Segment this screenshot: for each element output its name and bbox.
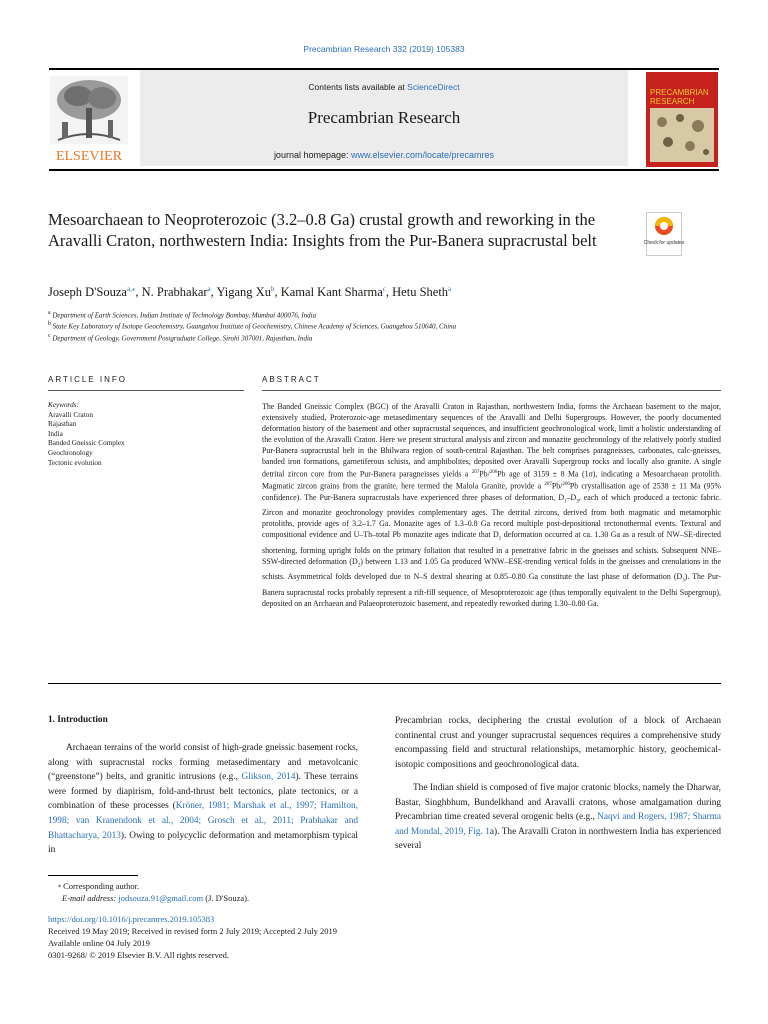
masthead-bottom-rule (49, 169, 719, 171)
section-heading-introduction: 1. Introduction (48, 715, 108, 725)
sciencedirect-link[interactable]: ScienceDirect (407, 82, 460, 92)
available-online: Available online 04 July 2019 (48, 938, 150, 948)
keyword-item: India (48, 429, 63, 438)
intro-left-paragraph: Archaean terrains of the world consist of high-grade gneissic basement rocks, along with supracrustal rocks forming metasedimentary and metavolcanic (“greenstone”) belts, and granitic intrusions (e.g., Glikson, 2014). These terrains were formed by diapirism, fold-and-thrust belt tectonics, plate tectonics, or a combination of these processes (Kröner, 1981; Marshak et al., 1997; Hamilton, 1998; van Kranendonk et al., 2004; Grosch et al., 2011; Prabhakar and Bhattacharya, 2013). Owing to polycyclic deformation and metamorphism typical in (48, 743, 359, 856)
article-info-rule (48, 390, 244, 391)
affiliation-key: a (48, 310, 51, 316)
citation-link[interactable]: Kröner, 1981; Marshak et al., 1997; Hamilton, 1998; van Kranendonk et al., 2004; Grosch et al., 2011; Prabhakar and Bhattacharya, 2013 (48, 801, 359, 841)
intro-right-paragraph: Precambrian rocks, deciphering the crustal evolution of a block of Archaean continental crust and younger supracrustal sequences requires a comprehensive study encompassing field and structural relationships, metamorphic history, geochemical-isotopic compositions and geochronological data. (395, 716, 721, 770)
author-name: Hetu Sheth (392, 285, 449, 300)
affiliation (48, 333, 312, 342)
article-info-heading: ARTICLE INFO (48, 375, 127, 384)
cover-pattern-icon (646, 72, 718, 167)
affiliation-text: Department of Geology, Government Postgraduate College, Sirohi 307001, Rajasthan, India (52, 334, 313, 343)
journal-title: Precambrian Research (307, 108, 461, 127)
keyword-item: Aravalli Craton (48, 410, 93, 419)
journal-reference[interactable]: Precambrian Research 332 (2019) 105383 (303, 44, 465, 54)
author-affiliation-mark[interactable]: c (382, 285, 386, 293)
crossmark-icon[interactable] (643, 212, 685, 256)
citation-link[interactable]: Naqvi and Rogers, 1987; Sharma and Mondal, 2019, Fig. 1 (395, 812, 721, 837)
keyword-item: Geochronology (48, 448, 93, 457)
affiliation-text: State Key Laboratory of Isotope Geochemistry, Guangzhou Institute of Geochemistry, Chinese Academy of Sciences, Guangzhou 510640, China (52, 322, 457, 331)
author-list: Joseph D'Souza$^{a,⁎}$, N. Prabhakar$^a$, Yigang Xu$^b$, Kamal Kant Sharma$^c$, Hetu Sheth$^a$ (48, 285, 452, 300)
doi-link[interactable]: https://doi.org/10.1016/j.precamres.2019.105383 (48, 914, 215, 924)
affiliation (48, 321, 456, 330)
author-affiliation-mark[interactable]: a,⁎ (126, 285, 136, 293)
author-name: Yigang Xu (216, 285, 271, 300)
article-title: Mesoarchaean to Neoproterozoic (3.2–0.8 Ga) crustal growth and reworking in the Aravalli Craton, northwestern India: Insights from the Pur-Banera supracrustal belt (48, 210, 597, 250)
intro-right-paragraph: The Indian shield is composed of five major cratonic blocks, namely the Dharwar, Bastar, Singhbhum, Bundelkhand and Aravalli cratons, whose amalgamation during Precambrian time created several orogenic belts (e.g., Naqvi and Rogers, 1987; Sharma and Mondal, 2019, Fig. 1a). The Aravalli Craton in northwestern India has experienced several (395, 783, 721, 852)
keywords-label: Keywords: (48, 401, 79, 409)
citation-link[interactable]: Glikson, 2014 (241, 772, 296, 783)
abstract-text: The Banded Gneissic Complex (BGC) of the Aravalli Craton in Rajasthan, northwestern India, forms the Archaean basement to the major, extensively studied, Proterozoic-age metasedimentary sequences of the Aravalli and Delhi Supergroups. However, the poorly documented deformation history of the basement and other supracrustal sequences, and insufficient geochronological work, limit a holistic understanding of the evolution of the Aravalli Craton. Here we present structural analysis and zircon and monazite geochronology of the relatively poorly studied Pur-Banera supracrustal belt in the Bhilwara region of south-central Rajasthan. The belt comprises paragneisses, carbonates, calc-gneisses, banded iron formations, garnetiferous schists, and amphibolites, deposited over Aravalli Supergroup rocks and locally also granite. A single detrital zircon core from the Pur-Banera paragneisses yields a $^{207}$Pb/$^{206}$Pb age of 3159 ± 8 Ma (1σ), indicating a Mesoarchaean protolith. Magmatic zircon grains from the granite, here termed the Malola Granite, provide a $^{207}$Pb/$^{206}$Pb crystallisation age of 2538 ± 11 Ma (95% confidence). The Pur-Banera supracrustals have experienced three phases of deformation, $D_1-D_3$, each of which produced a tectonic fabric. Zircon and monazite geochronology provides complementary ages. The detrital zircons, derived from both magmatic and metamorphic protoliths, provide ages of 3.2–1.7 Ga. Monazite ages of 1.3–0.8 Ga record multiple post-depositional tectonothermal events. Textural and compositional evidence and U–Th–total Pb monazite ages indicate that $D_1$ deformation occurred at ca. 1.30 Ga as a result of NW–SE-directed shortening, forming upright folds on the primary foliation that resulted in a penetrative fabric in the gneisses and schists. Subsequent NNE–SSW-directed deformation $(D_2)$ between 1.13 and 1.05 Ga produced WNW–ESE-trending vertical folds in the gneisses and crenulations in the schists. Asymmetrical folds developed due to N–S dextral shearing at 0.85–0.80 Ga constitute the last phase of deformation $(D_3)$. The Pur-Banera supracrustal rocks probably represent a rift-fill sequence, of Mesoproterozoic age (thus temporally equivalent to the Delhi Supergroup), deposited on an Archaean and Palaeoproterozoic basement, and repeatedly reworked during 1.30–0.80 Ga. (262, 402, 721, 608)
affiliation (48, 310, 316, 319)
contents-line (140, 82, 628, 92)
copyright: 0301-9268/ © 2019 Elsevier B.V. All rights reserved. (48, 950, 230, 960)
elsevier-wordmark: ELSEVIER (55, 149, 123, 164)
keyword-item: Banded Gneissic Complex (48, 439, 125, 448)
affiliation-key: b (48, 321, 51, 327)
affiliation-text: Department of Earth Sciences, Indian Institute of Technology Bombay, Mumbai 400076, India (52, 311, 317, 320)
contents-prefix: Contents lists available at (308, 82, 408, 92)
abstract-end-rule (48, 683, 721, 684)
email-line: E-mail address: jodsouza.91@gmail.com (J. D'Souza). (62, 893, 250, 903)
keywords-block (48, 401, 238, 468)
author-affiliation-mark[interactable]: b (270, 285, 275, 293)
journal-cover-image (646, 72, 718, 167)
received-dates: Received 19 May 2019; Received in revised form 2 July 2019; Accepted 2 July 2019 (48, 926, 337, 936)
homepage-line (140, 150, 628, 160)
author-name: Kamal Kant Sharma (280, 285, 383, 300)
author-affiliation-mark[interactable]: a (207, 285, 211, 293)
elsevier-tree-logo (48, 74, 130, 164)
corresponding-author-note: ⁎ Corresponding author. (58, 881, 140, 891)
cover-title: PRECAMBRIAN RESEARCH (650, 88, 709, 106)
author-name: N. Prabhakar (141, 285, 208, 300)
abstract-rule (262, 390, 721, 391)
keyword-item: Rajasthan (48, 420, 77, 429)
footnote-rule (48, 875, 138, 876)
email-link[interactable]: jodsouza.91@gmail.com (118, 893, 204, 903)
abstract-heading: ABSTRACT (262, 375, 321, 384)
homepage-link[interactable]: www.elsevier.com/locate/precamres (351, 150, 495, 160)
author-name: Joseph D'Souza (48, 285, 127, 300)
keyword-item: Tectonic evolution (48, 458, 102, 467)
affiliation-key: c (48, 333, 51, 339)
author-affiliation-mark[interactable]: a (448, 285, 452, 293)
crossmark-label: Check for updates (643, 240, 685, 246)
homepage-prefix: journal homepage: (273, 150, 351, 160)
